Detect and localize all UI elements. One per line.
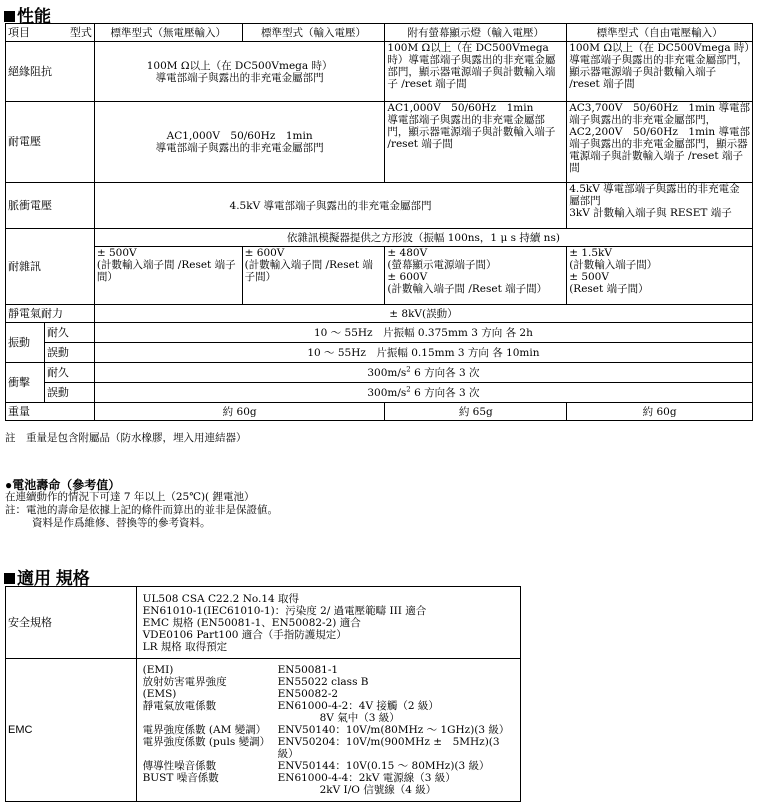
shock-malfunction-value: $300m/s^2$ 6 方向各 3 次 [94, 383, 752, 403]
shock-malfunction: 誤動 [44, 383, 94, 403]
weight-monitor: 約 65g [385, 403, 567, 421]
safety-label: 安全規格 [6, 587, 137, 659]
vibration-durability: 耐久 [44, 323, 94, 343]
vibration-malfunction: 誤動 [44, 343, 94, 363]
vibration-label: 振動 [6, 323, 45, 363]
withstand-free: AC3,700V 50/60Hz 1min 導電部端子與露出的非充電金屬部門，AC2,200V 50/60Hz 1min 導電部端子與露出的非充電金屬部門，顯示器電源端子與計數輸入端子 /reset 端子間 [567, 102, 753, 183]
insulation-label: 絕緣阻抗 [6, 42, 95, 102]
noise-col-2: ± 600V (計數輸入端子間 /Reset 端子間） [242, 247, 385, 305]
header-col-4: 標準型式（自由電壓輸入） [567, 24, 753, 42]
withstand-monitor: AC1,000V 50/60Hz 1min 導電部端子與露出的非充電金屬部門，顯示器電源端子與計數輸入端子 /reset 端子間 [385, 102, 567, 183]
header-col-1: 標準型式（無電壓輸入） [94, 24, 242, 42]
noise-col-1: ± 500V (計數輸入端子間 /Reset 端子間） [94, 247, 242, 305]
impulse-label: 脈衝電壓 [6, 183, 95, 229]
standards-heading: 適用 規格 [4, 564, 90, 589]
noise-col-4: ± 1.5kV (計數輸入端子間） ± 500V (Reset 端子間） [567, 247, 753, 305]
header-col-2: 標準型式（輸入電壓） [242, 24, 385, 42]
header-item-type: 項目 型式 [6, 24, 95, 42]
noise-label: 耐雜訊 [6, 229, 95, 305]
battery-heading: ●電池壽命（參考值） [5, 478, 121, 492]
standards-table [5, 586, 521, 802]
weight-free: 約 60g [567, 403, 753, 421]
safety-list: UL508 CSA C22.2 No.14 取得 EN61010-1(IEC61010-1)：污染度 2/ 過電壓範疇 III 適合 EMC 規格 (EN50081-1、EN50082-2) 適合 VDE0106 Part100 適合（手指防護規定） LR 規格 取得預定 [136, 587, 520, 659]
performance-heading: 性能 [4, 2, 51, 27]
insulation-monitor: 100M Ω以上（在 DC500Vmega 時）導電部端子與露出的非充電金屬部門，顯示器電源端子與計數輸入端子 /reset 端子間 [385, 42, 567, 102]
withstand-label: 耐電壓 [6, 102, 95, 183]
vibration-malfunction-value: 10 ～ 55Hz 片振幅 0.15mm 3 方向 各 10min [94, 343, 752, 363]
insulation-std: 100M Ω以上（在 DC500Vmega 時） 導電部端子與露出的非充電金屬部門 [94, 42, 385, 102]
footnote: 註 重量是包含附屬品（防水橡膠，埋入用連結器） [5, 432, 247, 444]
esd-value: ± 8kV(誤動） [94, 305, 752, 323]
emc-list: (EMI) EN50081-1 放射妨害電界強度 EN55022 class B (EMS) EN50082-2 靜電氣放電係數 EN61000-4-2：4V 接觸（2 級） 8V 氣中（3 級） 電界強度係數 (AM 變調） ENV50140：10V/m(80MHz ～ 1GHz)(3 級） 電界強度係數 (puls 變調） ENV50204：10V/m(900MHz ± 5MHz)(3 級） 傳導性噪音係數 ENV50144：10V(0.15 ～ 80MHz)(3 級） BUST 噪音係數 EN61000-4-4：2kV 電源線（3 級） 2kV I/O 信號線（4 級） [136, 659, 520, 802]
battery-notes: 在連續動作的情況下可達 7 年以上（25℃)( 鋰電池） 註：電池的壽命是依據上記的條件而算出的並非是保證値。 資料是作爲維修、替換等的參考資料。 [5, 491, 278, 529]
square-bullet-icon [4, 573, 15, 584]
header-col-3: 附有螢幕顯示燈（輸入電壓） [385, 24, 567, 42]
withstand-std: AC1,000V 50/60Hz 1min 導電部端子與露出的非充電金屬部門 [94, 102, 385, 183]
weight-label: 重量 [6, 403, 95, 421]
insulation-free: 100M Ω以上（在 DC500Vmega 時）導電部端子與露出的非充電金屬部門，顯示器電源端子與計數輸入端子 /reset 端子間 [567, 42, 753, 102]
noise-col-3: ± 480V (螢幕顯示電源端子間） ± 600V (計數輸入端子間 /Reset 端子間） [385, 247, 567, 305]
shock-label: 衝擊 [6, 363, 45, 403]
emc-label: EMC [6, 659, 137, 802]
square-bullet-icon [4, 11, 15, 22]
shock-durability-value: $300m/s^2$ 6 方向各 3 次 [94, 363, 752, 383]
performance-table [5, 23, 753, 421]
vibration-durability-value: 10 ～ 55Hz 片振幅 0.375mm 3 方向 各 2h [94, 323, 752, 343]
shock-durability: 耐久 [44, 363, 94, 383]
impulse-free: 4.5kV 導電部端子與露出的非充電金屬部門 3kV 計數輸入端子與 RESET 端子 [567, 183, 753, 229]
impulse-std: 4.5kV 導電部端子與露出的非充電金屬部門 [94, 183, 566, 229]
esd-label: 靜電氣耐力 [6, 305, 95, 323]
noise-desc: 依雜訊模擬器提供之方形波（振幅 100ns，1 μ s 持續 ns) [94, 229, 752, 247]
weight-std: 約 60g [94, 403, 385, 421]
